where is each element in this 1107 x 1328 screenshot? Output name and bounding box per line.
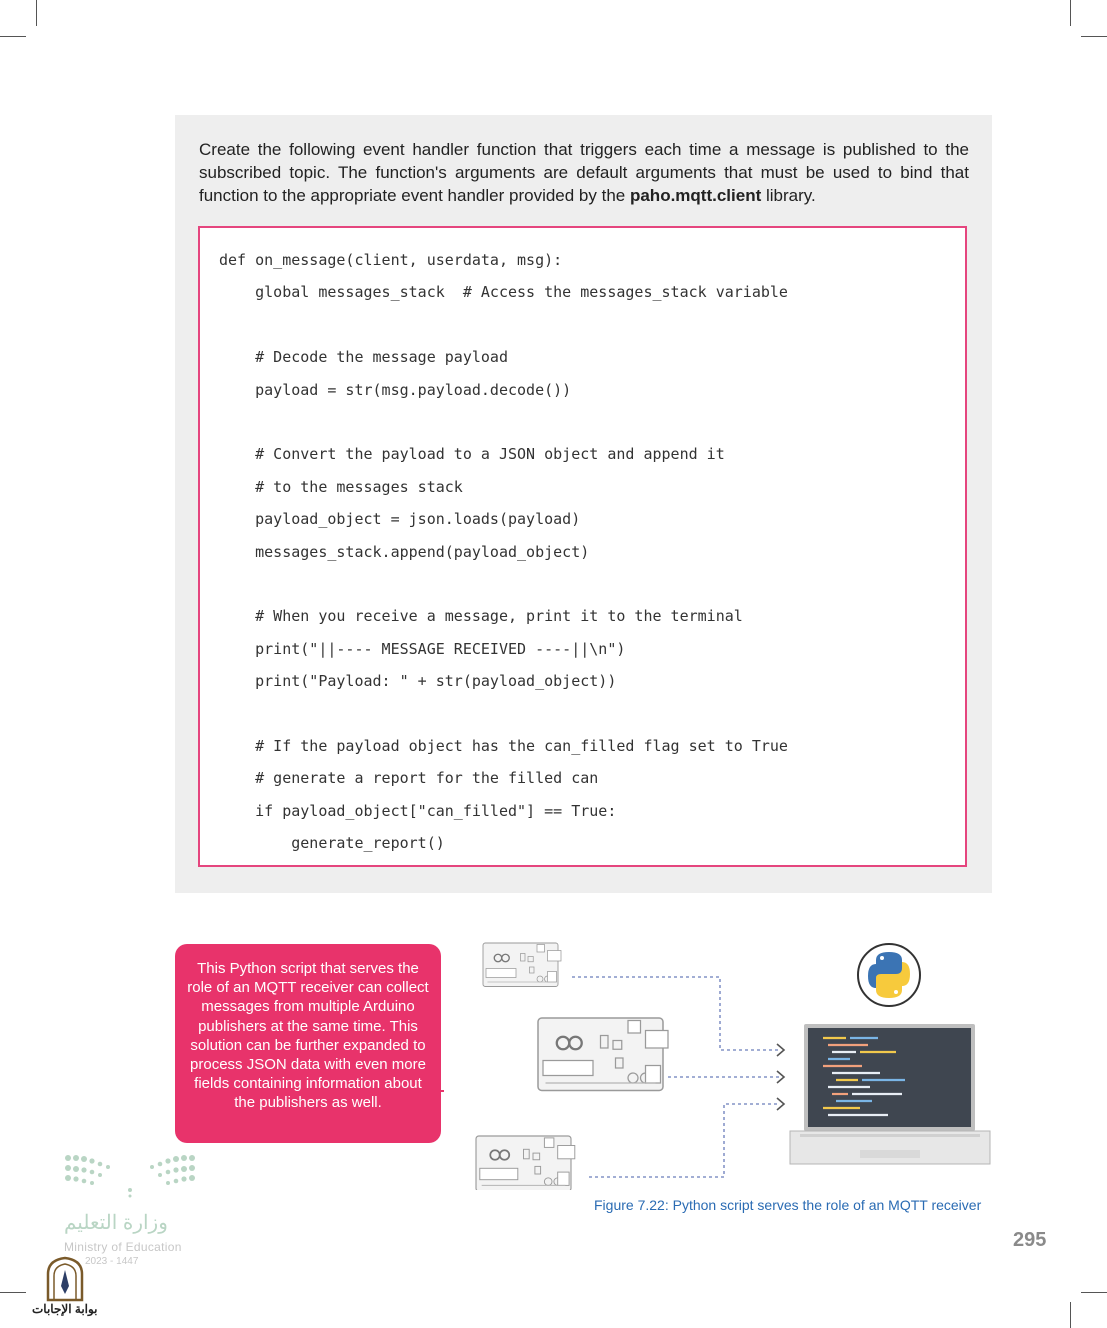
page-number: 295 <box>1013 1229 1047 1251</box>
ministry-year: 2023 - 1447 <box>85 1256 139 1267</box>
code-line: # If the payload object has the can_filled flag set to True <box>219 736 788 755</box>
ministry-name-arabic: وزارة التعليم <box>64 1212 168 1234</box>
code-line: messages_stack.append(payload_object) <box>219 542 590 561</box>
code-line: # When you receive a message, print it to the terminal <box>219 607 743 626</box>
arduino-board-icon <box>476 1136 575 1190</box>
crop-mark <box>1081 36 1107 37</box>
code-line: if payload_object["can_filled"] == True: <box>219 801 617 820</box>
code-line <box>219 406 788 438</box>
code-line: def on_message(client, userdata, msg): <box>219 251 563 269</box>
code-line: # Decode the message payload <box>219 348 508 367</box>
code-line: print("Payload: " + str(payload_object)) <box>219 672 617 691</box>
intro-text: Create the following event handler function that triggers each time a message is published to the subscribed topic. The function's arguments are default arguments that must be used to bind that function to the appropriate event handler provided by the <box>199 140 969 205</box>
crop-mark <box>0 36 26 37</box>
code-line: global messages_stack # Access the messages_stack variable <box>219 283 788 302</box>
crop-mark <box>36 0 37 26</box>
code-line: generate_report() <box>219 834 445 853</box>
crop-mark <box>1081 1292 1107 1293</box>
figure-caption: Figure 7.22: Python script serves the role of an MQTT receiver <box>594 1197 982 1213</box>
laptop-icon <box>790 1024 990 1164</box>
callout-marker <box>430 1090 444 1092</box>
code-line: payload_object = json.loads(payload) <box>219 510 581 529</box>
connector-line <box>589 1104 780 1177</box>
portal-logo-icon <box>44 1256 86 1302</box>
crop-mark <box>0 1292 26 1293</box>
ministry-logo-icon <box>62 1150 202 1200</box>
code-line: # Convert the payload to a JSON object and append it <box>219 445 725 464</box>
arduino-board-icon <box>538 1018 668 1091</box>
ministry-name-english: Ministry of Education <box>64 1240 182 1254</box>
code-line <box>219 568 788 600</box>
code-line: print("||---- MESSAGE RECEIVED ----||\n") <box>219 639 626 658</box>
portal-name: بوابة الإجابات <box>32 1302 98 1316</box>
code-block <box>219 244 788 859</box>
code-line <box>219 309 788 341</box>
mqtt-figure <box>470 935 1000 1190</box>
info-callout <box>175 944 441 1143</box>
code-line <box>219 697 788 729</box>
code-line: # to the messages stack <box>219 477 463 496</box>
arduino-board-icon <box>483 943 561 987</box>
crop-mark <box>1070 1302 1071 1328</box>
code-line: # generate a report for the filled can <box>219 769 599 788</box>
callout-text: This Python script that serves the role of an MQTT receiver can collect messages from multiple Arduino publishers at the same time. This solution can be further expanded to process JSON data with even more fields containing information about the publishers as well. <box>187 960 429 1112</box>
intro-paragraph <box>199 138 969 207</box>
python-logo-icon <box>858 944 920 1006</box>
crop-mark <box>1070 0 1071 26</box>
library-name: paho.mqtt.client <box>629 186 762 205</box>
intro-text-end: library. <box>761 186 816 205</box>
code-line: payload = str(msg.payload.decode()) <box>219 380 572 399</box>
